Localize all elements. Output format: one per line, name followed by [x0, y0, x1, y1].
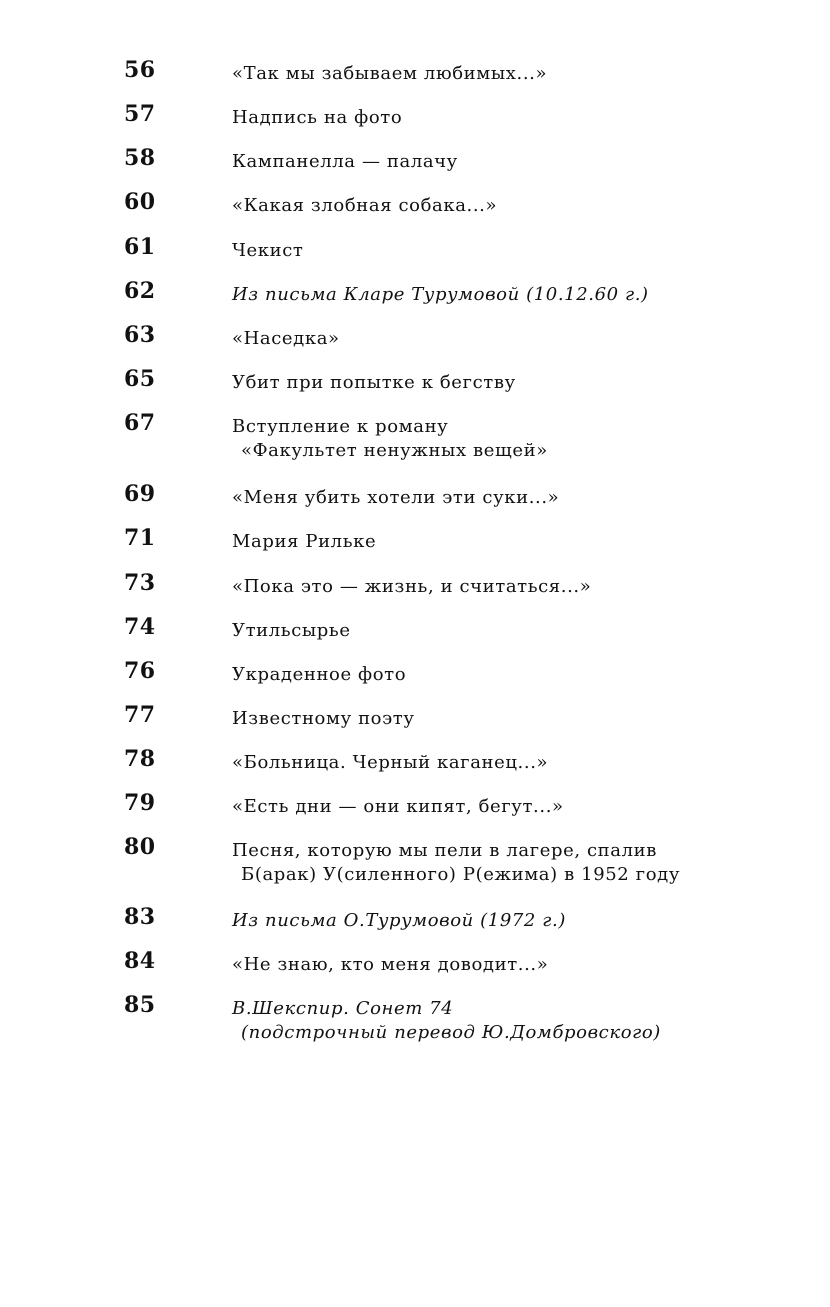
toc-title-line: Чекист — [232, 240, 304, 261]
toc-page-number: 84 — [124, 948, 156, 974]
toc-title-continuation: Б(арак) У(силенного) Р(ежима) в 1952 году — [241, 864, 681, 885]
toc-title-line: В.Шекспир. Сонет 74 — [232, 998, 454, 1019]
toc-page-number: 69 — [124, 481, 156, 507]
toc-page-number: 61 — [124, 234, 156, 260]
toc-title-line: Кампанелла — палачу — [232, 151, 458, 172]
toc-title — [232, 486, 559, 510]
toc-page-number: 80 — [124, 834, 156, 860]
toc-title-continuation: (подстрочный перевод Ю.Домбровского) — [241, 1022, 661, 1043]
toc-title-line: Известному поэту — [232, 708, 415, 729]
toc-title-line: «Так мы забываем любимых...» — [232, 63, 548, 84]
toc-page-number: 62 — [124, 278, 156, 304]
toc-page-number: 58 — [124, 145, 156, 171]
toc-title — [232, 239, 303, 263]
toc-page-number: 67 — [124, 410, 156, 436]
toc-page-number: 56 — [124, 57, 156, 83]
toc-title — [232, 415, 548, 463]
toc-title — [232, 150, 458, 174]
toc-title — [232, 530, 376, 554]
toc-page-number: 65 — [124, 366, 156, 392]
toc-title — [232, 795, 564, 819]
toc-title — [232, 575, 591, 599]
toc-title — [232, 997, 661, 1045]
toc-page-number: 78 — [124, 746, 156, 772]
toc-title — [232, 327, 340, 351]
toc-title-line: «Какая злобная собака...» — [232, 195, 498, 216]
toc-title-line: «Наседка» — [232, 328, 340, 349]
toc-page-number: 71 — [124, 525, 156, 551]
toc-title-line: «Не знаю, кто меня доводит...» — [232, 954, 549, 975]
toc-page-number: 85 — [124, 992, 156, 1018]
toc-title-line: «Меня убить хотели эти суки...» — [232, 487, 560, 508]
toc-page-number: 63 — [124, 322, 156, 348]
toc-page-number: 74 — [124, 614, 156, 640]
toc-title — [232, 106, 402, 130]
toc-title — [232, 909, 566, 933]
toc-title-line: Убит при попытке к бегству — [232, 372, 516, 393]
toc-title — [232, 663, 406, 687]
toc-title-line: Надпись на фото — [232, 107, 403, 128]
toc-title-line: «Больница. Черный каганец...» — [232, 752, 549, 773]
toc-title-line: «Пока это — жизнь, и считаться...» — [232, 576, 592, 597]
toc-page-number: 57 — [124, 101, 156, 127]
toc-title — [232, 707, 415, 731]
toc-page-number: 60 — [124, 189, 156, 215]
toc-title-line: Мария Рильке — [232, 531, 377, 552]
toc-title — [232, 283, 649, 307]
toc-title — [232, 953, 548, 977]
toc-title-line: Песня, которую мы пели в лагере, спалив — [232, 840, 657, 861]
toc-title-line: «Есть дни — они кипят, бегут...» — [232, 796, 564, 817]
toc-title-line: Украденное фото — [232, 664, 407, 685]
toc-title — [232, 619, 351, 643]
toc-title — [232, 194, 497, 218]
toc-title-line: Из письма Кларе Турумовой (10.12.60 г.) — [232, 284, 649, 305]
toc-page-number: 73 — [124, 570, 156, 596]
toc-title — [232, 751, 548, 775]
toc-title — [232, 371, 516, 395]
toc-title-line: Из письма О.Турумовой (1972 г.) — [232, 910, 566, 931]
toc-page-number: 83 — [124, 904, 156, 930]
toc-title-line: Вступление к роману — [232, 416, 449, 437]
toc-page-number: 79 — [124, 790, 156, 816]
toc-title-continuation: «Факультет ненужных вещей» — [241, 440, 548, 461]
toc-title-line: Утильсырье — [232, 620, 351, 641]
toc-page-number: 77 — [124, 702, 156, 728]
toc-title — [232, 62, 547, 86]
toc-page-number: 76 — [124, 658, 156, 684]
toc-title — [232, 839, 680, 887]
